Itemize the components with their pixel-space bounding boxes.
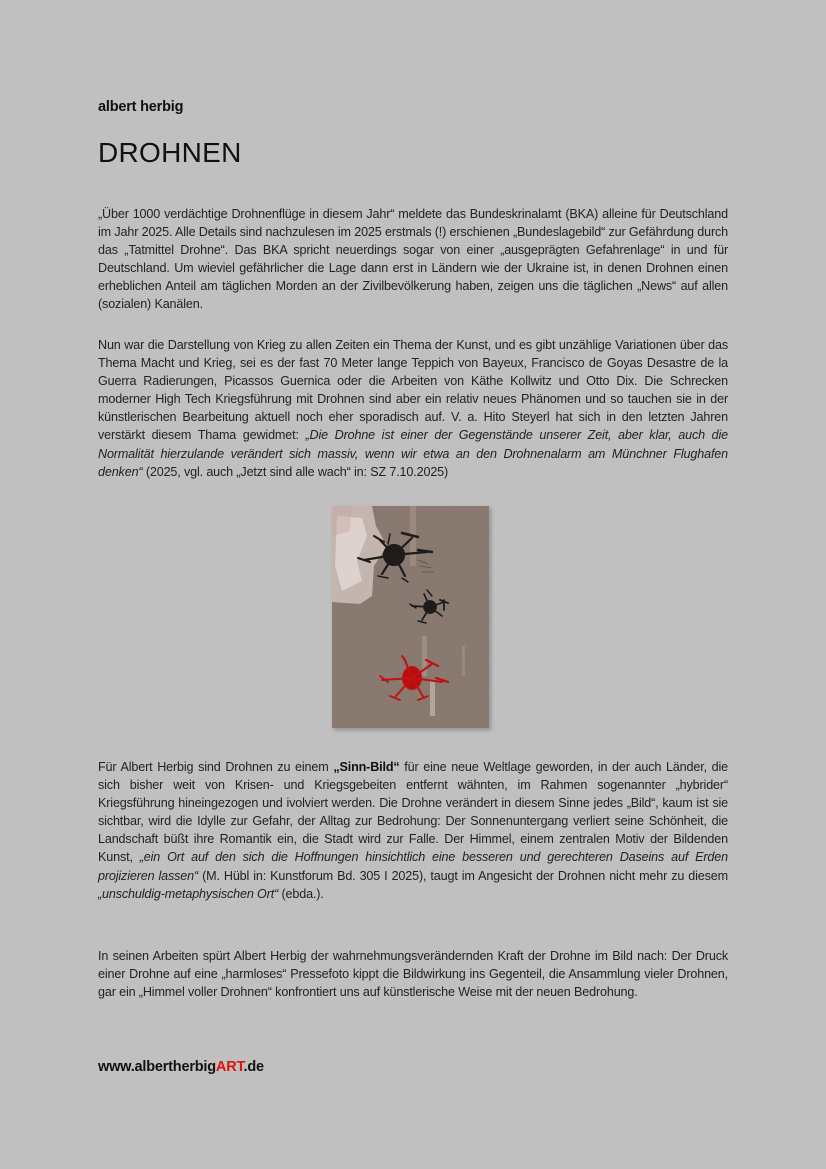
paragraph-text: Für Albert Herbig sind Drohnen zu einem	[98, 760, 334, 774]
url-accent: ART	[215, 1059, 244, 1075]
page-title: DROHNEN	[98, 137, 242, 168]
url-prefix: www.albertherbig	[98, 1059, 216, 1075]
steyerl-quote: „Die Drohne ist einer der Gegenstände unserer Zeit, aber klar, auch die Normalität hierzulande verändert sich massiv, wenn wir etwa an den Drohnenalarm am Münchner Flughafen denken“	[98, 428, 728, 479]
drone-artwork-image	[332, 506, 489, 728]
paragraph-intro: „Über 1000 verdächtige Drohnenflüge in diesem Jahr“ meldete das Bundeskrinalamt (BKA) alleine für Deutschland im Jahr 2025. Alle Details sind nachzulesen im 2025 erstmals (!) erschienen „Bundeslagebild“ zur Gefährdung durch das „Tatmittel Drohne“. Das BKA spricht neuerdings sogar von einer „ausgeprägten Gefahrenlage“ in und für Deutschland. Um wieviel gefährlicher die Lage dann erst in Ländern wie der Ukraine ist, in denen Drohnen einen erheblichen Anteil am täglichen Morden an der Zivilbevölkerung haben, zeigen uns die täglichen „News“ auf allen (sozialen) Kanälen.	[98, 207, 728, 312]
citation-text: (2025, vgl. auch „Jetzt sind alle wach“ in: SZ 7.10.2025)	[142, 464, 449, 479]
citation-text: (M. Hübl in: Kunstforum Bd. 305 I 2025), taugt im Angesicht der Drohnen nicht mehr zu diesem	[198, 868, 728, 883]
bold-term: „Sinn-Bild“	[333, 760, 400, 774]
metaphysical-quote: „unschuldig-metaphysischen Ort“	[98, 886, 279, 901]
paragraph-works: In seinen Arbeiten spürt Albert Herbig der wahrnehmungsverändernden Kraft der Drohne im Bild nach: Der Druck einer Drohne auf eine „harmloses“ Pressefoto kippt die Bildwirkung ins Gegenteil, die Ansammlung vieler Drohnen, gar ein „Himmel voller Drohnen“ konfrontiert uns auf künstlerische Weise mit der neuen Bedrohung.	[98, 949, 728, 1000]
huebl-quote: „ein Ort auf den sich die Hoffnungen hinsichtlich eine besseren und gerechteren Daseins auf Erden projizieren lassen“	[98, 850, 728, 883]
drone-artwork-svg	[332, 506, 489, 728]
url-suffix: .de	[243, 1059, 264, 1075]
paragraph-text: für eine neue Weltlage geworden, in der auch Länder, die sich bisher weit von Krisen- und Kriegsgebeiten entfernt wähnten, im Rahmen sogenannter „hybrider“ Kriegsführung hineingezogen und ivolviert werden. Die Drohne verändert in diesem Sinne jedes „Bild“, kaum ist sie sichtbar, wird die Idylle zur Gefahr, der Alltag zur Bedrohung: Der Sonnenuntergang verliert seine Schönheit, die Landschaft büßt ihre Romantik ein, die Stadt wird zur Falle. Der Himmel, einem zentralen Motiv der Bildenden Kunst,	[98, 760, 729, 865]
paragraph-text: (ebda.).	[278, 886, 324, 901]
author-name: albert herbig	[98, 99, 184, 115]
paragraph-text: Nun war die Darstellung von Krieg zu allen Zeiten ein Thema der Kunst, und es gibt unzählige Variationen über das Thema Macht und Krieg, sei es der fast 70 Meter lange Teppich von Bayeux, Francisco de Goyas Desastre de la Guerra Radierungen, Picassos Guernica oder die Arbeiten von Käthe Kollwitz und Otto Dix. Die Schrecken moderner High Tech Kriegsführung mit Drohnen sind aber ein relativ neues Phänomen und so tauchen sie in der künstlerischen Bearbeitung aktuell noch eher sporadisch auf. V. a. Hito Steyerl hat sich in den letzten Jahren verstärkt diesem Thama gewidmet:	[98, 338, 728, 443]
paragraph-sinn-bild	[98, 758, 728, 903]
paragraph-art-history	[98, 336, 728, 481]
website-link[interactable]	[98, 1059, 264, 1075]
